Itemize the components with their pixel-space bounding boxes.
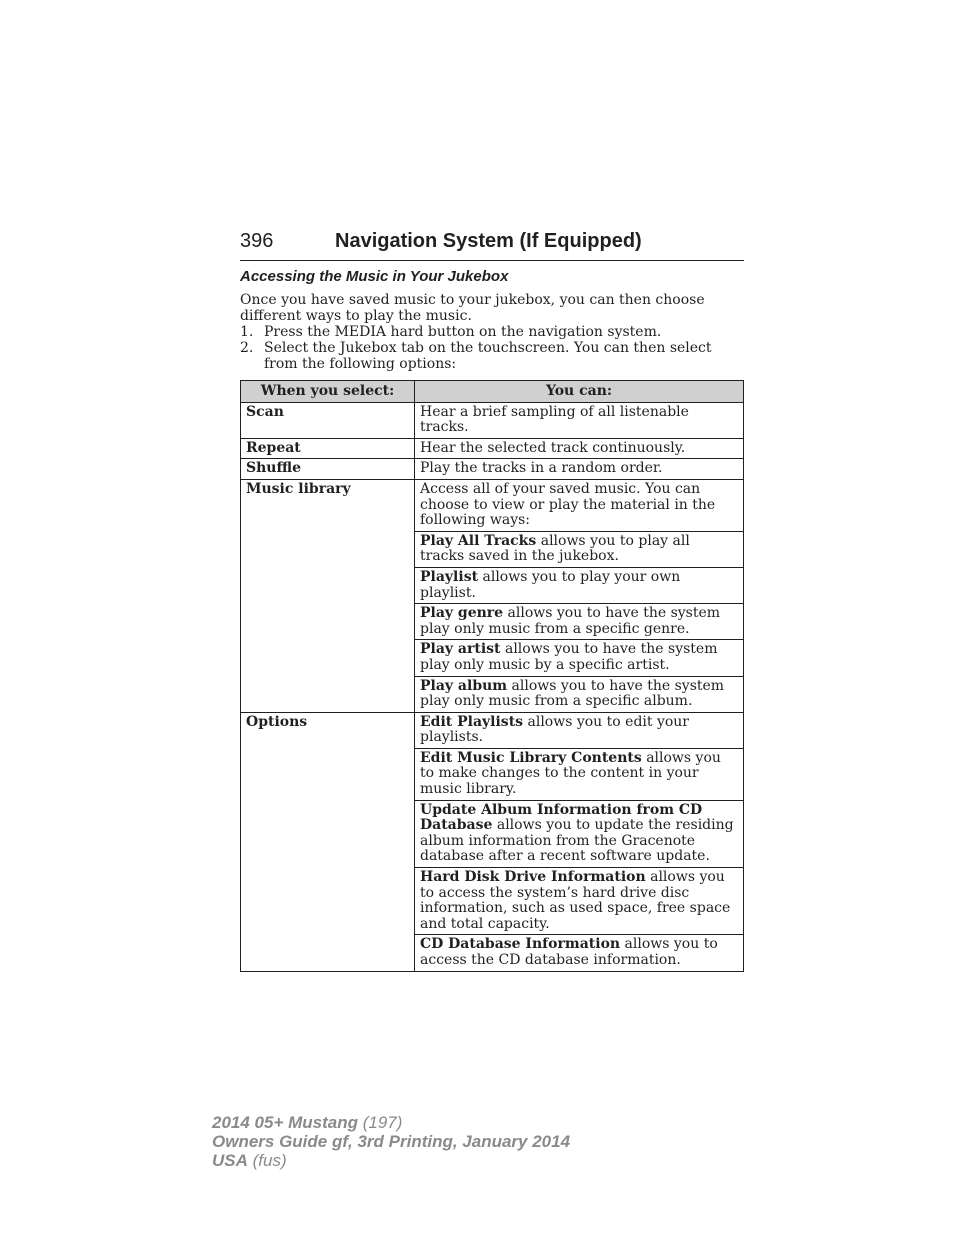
sub-option-name: Playlist: [420, 568, 479, 585]
intro-paragraph: Once you have saved music to your jukebox, you can then choose different ways to play the music.: [240, 292, 705, 324]
sub-option-name: Play album: [420, 677, 508, 694]
step-item: [240, 324, 744, 340]
option-description: [415, 748, 744, 800]
option-description: [415, 868, 744, 935]
sub-option-text: allows you to make changes to the content in your music library.: [420, 749, 721, 798]
table-header-row: [241, 381, 744, 403]
step-item: [240, 340, 744, 372]
sub-option-text: allows you to access the CD database information.: [420, 936, 718, 968]
sub-option-name: Play All Tracks: [420, 532, 537, 549]
column-header-select: When you select:: [241, 381, 415, 403]
sub-option-text: allows you to play your own playlist.: [420, 568, 681, 601]
intro-text: [240, 292, 744, 372]
footer-model-code: (197): [358, 1113, 403, 1132]
table-row: [241, 402, 744, 438]
option-description: [415, 567, 744, 603]
step-number: 1.: [240, 324, 254, 340]
table-row: [241, 438, 744, 459]
step-text: Press the MEDIA hard button on the navigation system.: [264, 324, 662, 340]
option-description: [415, 640, 744, 676]
table-row: [241, 459, 744, 480]
footer-region: USA: [212, 1151, 248, 1170]
option-description: [415, 712, 744, 748]
sub-option-name: Play artist: [420, 641, 501, 658]
option-name: Music library: [241, 479, 415, 712]
option-description: [415, 604, 744, 640]
option-description: Hear a brief sampling of all listenable tracks.: [415, 402, 744, 438]
table-row: [241, 479, 744, 531]
sub-option-name: CD Database Information: [420, 936, 621, 953]
option-name: Options: [241, 712, 415, 971]
sub-option-text: allows you to have the system play only music from a specific album.: [420, 677, 725, 710]
sub-option-name: Play genre: [420, 605, 504, 622]
sub-option-text: allows you to play all tracks saved in the jukebox.: [420, 532, 690, 565]
sub-option-text: allows you to access the system’s hard drive disc information, such as used space, free space and total capacity.: [420, 869, 731, 932]
sub-option-text: allows you to have the system play only music by a specific artist.: [420, 641, 718, 673]
step-text: Select the Jukebox tab on the touchscreen. You can then select from the following options:: [264, 340, 712, 372]
page-number: 396: [240, 230, 274, 252]
footer-line: Owners Guide gf, 3rd Printing, January 2014: [212, 1132, 571, 1151]
sub-option-name: Edit Playlists: [420, 713, 524, 730]
footer-region-code: (fus): [247, 1151, 287, 1170]
page-header: [240, 228, 744, 261]
sub-option-name: Edit Music Library Contents: [420, 749, 642, 766]
footer-line: [212, 1151, 570, 1170]
option-description: [415, 676, 744, 712]
footer-line: [212, 1113, 570, 1132]
table-row: [241, 712, 744, 748]
page-footer: [212, 1113, 570, 1170]
sub-option-text: allows you to edit your playlists.: [420, 713, 690, 746]
option-description: Play the tracks in a random order.: [415, 459, 744, 480]
section-title: Accessing the Music in Your Jukebox: [240, 268, 509, 285]
sub-option-text: allows you to update the residing album information from the Gracenote database after a recent software update.: [420, 817, 734, 865]
chapter-title: Navigation System (If Equipped): [335, 230, 642, 252]
option-description: [415, 531, 744, 567]
footer-model: 2014 05+ Mustang: [212, 1113, 358, 1132]
sub-option-name: Update Album Information from CD Database: [420, 801, 703, 834]
option-description: [415, 935, 744, 971]
option-description: Access all of your saved music. You can choose to view or play the material in the following ways:: [415, 479, 744, 531]
option-name: Shuffle: [241, 459, 415, 480]
column-header-result: You can:: [415, 381, 744, 403]
option-name: Scan: [241, 402, 415, 438]
option-description: [415, 800, 744, 867]
option-description: Hear the selected track continuously.: [415, 438, 744, 459]
sub-option-name: Hard Disk Drive Information: [420, 869, 646, 886]
options-table: [240, 380, 744, 972]
sub-option-text: allows you to have the system play only music from a specific genre.: [420, 605, 721, 637]
option-name: Repeat: [241, 438, 415, 459]
step-number: 2.: [240, 340, 254, 356]
